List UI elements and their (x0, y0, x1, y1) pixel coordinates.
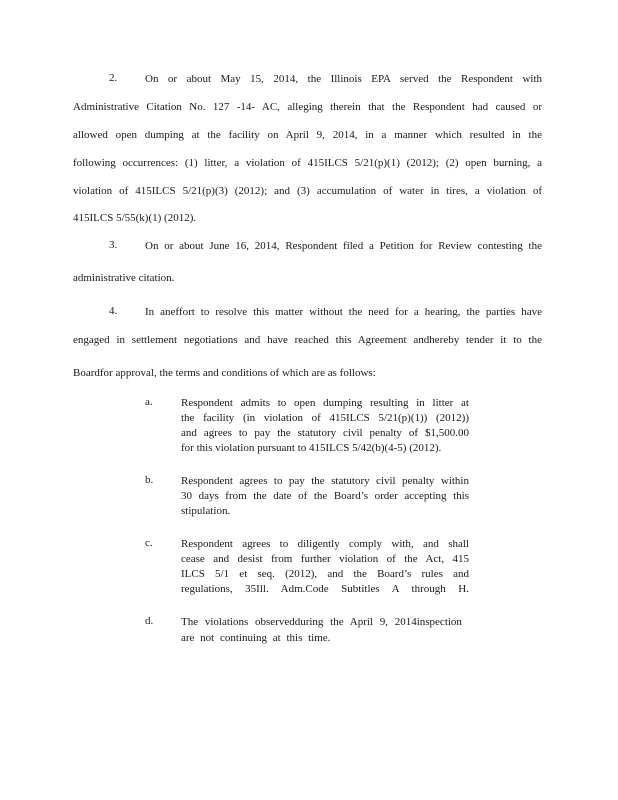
paragraph-line: Administrative Citation No. 127 -14- AC, alleging therein that the Respondent had caused or (73, 101, 542, 113)
paragraph-number: 3. (109, 239, 118, 251)
paragraph-line: engaged in settlement negotiations and have reached this Agreement andhereby tender it to the (73, 334, 542, 346)
list-item-line: are not continuing at this time. (181, 632, 331, 644)
list-item-line: Respondent agrees to pay the statutory civil penalty within (181, 475, 469, 487)
paragraph-line: Boardfor approval, the terms and conditions of which are as follows: (73, 367, 376, 379)
paragraph-line: On or about May 15, 2014, the Illinois EPA served the Respondent with (145, 73, 542, 85)
paragraph-line: allowed open dumping at the facility on April 9, 2014, in a manner which resulted in the (73, 129, 542, 141)
paragraph-line: following occurrences: (1) litter, a violation of 415ILCS 5/21(p)(1) (2012); (2) open burning, a (73, 157, 542, 169)
list-item-line: cease and desist from further violation of the Act, 415 (181, 553, 469, 565)
list-item-line: The violations observedduring the April 9, 2014inspection (181, 616, 462, 628)
list-item-label: c. (145, 537, 153, 549)
list-item-label: d. (145, 615, 154, 627)
list-item-line: for this violation pursuant to 415ILCS 5/42(b)(4-5) (2012). (181, 442, 442, 454)
list-item-line: the facility (in violation of 415ILCS 5/21(p)(1)) (2012)) (181, 412, 469, 424)
list-item-line: Respondent admits to open dumping resulting in litter at (181, 397, 469, 409)
list-item-label: a. (145, 396, 153, 408)
list-item-line: ILCS 5/1 et seq. (2012), and the Board’s rules and (181, 568, 469, 580)
paragraph-line: violation of 415ILCS 5/21(p)(3) (2012); and (3) accumulation of water in tires, a violation of (73, 185, 542, 197)
paragraph-line: In aneffort to resolve this matter without the need for a hearing, the parties have (145, 306, 542, 318)
list-item-line: Respondent agrees to diligently comply with, and shall (181, 538, 469, 550)
list-item-line: and agrees to pay the statutory civil penalty of $1,500.00 (181, 427, 469, 439)
paragraph-number: 4. (109, 305, 118, 317)
list-item-label: b. (145, 474, 154, 486)
list-item-line: 30 days from the date of the Board’s order accepting this (181, 490, 469, 502)
list-item-line: stipulation. (181, 505, 231, 517)
list-item-line: regulations, 35Ill. Adm.Code Subtitles A through H. (181, 583, 469, 595)
paragraph-line: On or about June 16, 2014, Respondent filed a Petition for Review contesting the (145, 240, 542, 252)
paragraph-line: 415ILCS 5/55(k)(1) (2012). (73, 212, 197, 224)
paragraph-line: administrative citation. (73, 272, 175, 284)
paragraph-number: 2. (109, 72, 118, 84)
